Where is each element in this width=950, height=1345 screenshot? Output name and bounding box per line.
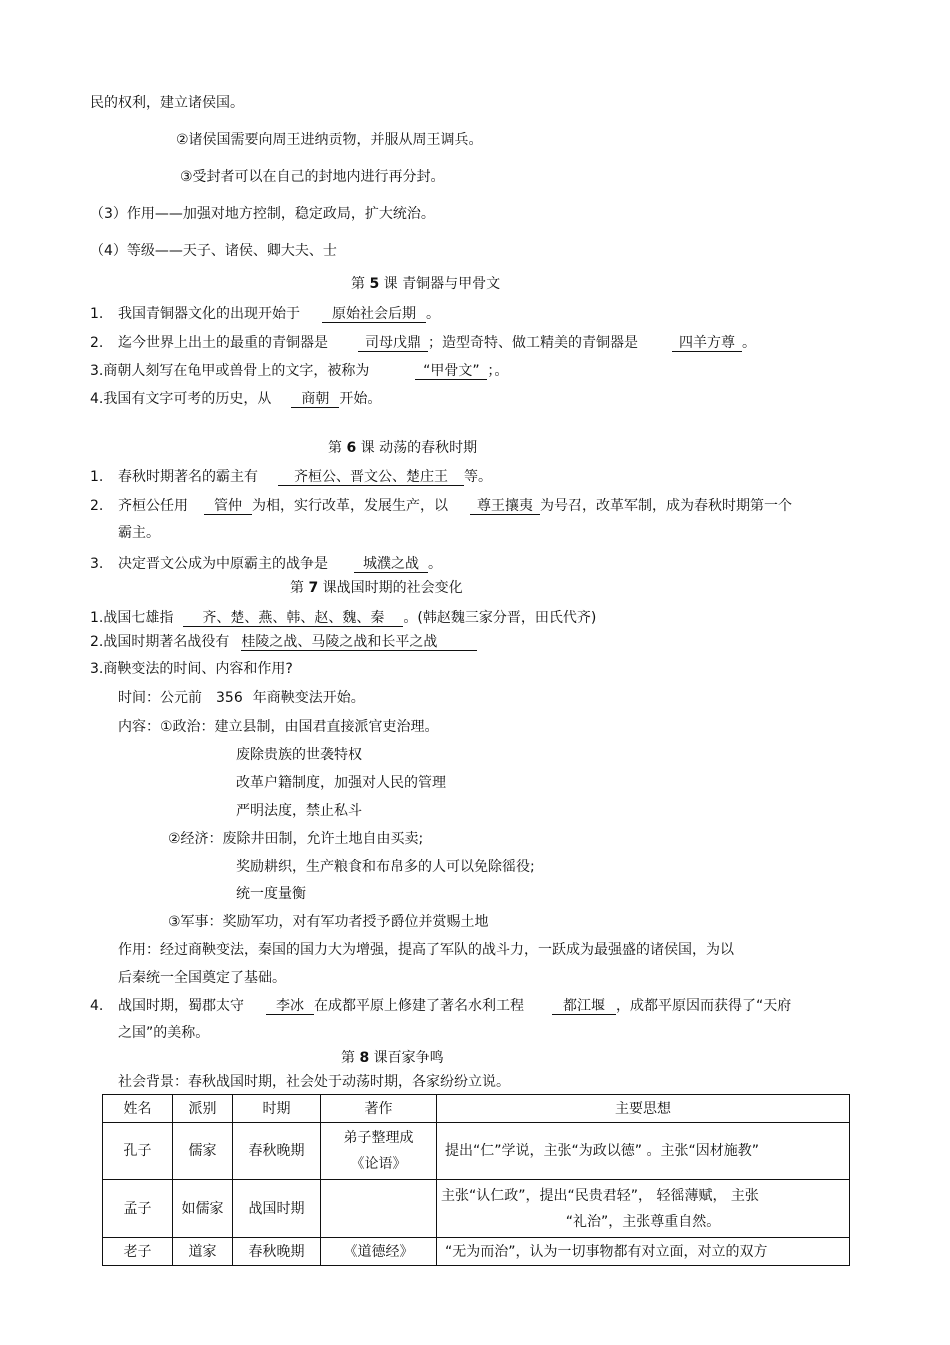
table-cell: 道家 [173, 1238, 233, 1266]
lesson8-title: 第 8 课百家争鸣 [341, 1050, 444, 1066]
answer-blank: 商朝 [291, 391, 339, 408]
intro-line-5: （4）等级——天子、诸侯、卿大夫、士 [90, 243, 337, 259]
table-header: 主要思想 [437, 1095, 850, 1123]
lesson7-q4: 4. 战国时期，蜀郡太守 李冰 在成都平原上修建了著名水利工程 都江堰 ，成都平原因而获得了“天府 [90, 998, 792, 1014]
table-cell: 如儒家 [173, 1180, 233, 1238]
answer-blank: 都江堰 [552, 998, 616, 1015]
lesson5-q2: 2. 迄今世界上出土的最重的青铜器是 司母戊鼎 ；造型奇特、做工精美的青铜器是 四羊方尊 。 [90, 335, 756, 351]
table-cell-text: 主张“认仁政”，提出“民贵君轻”， 轻徭薄赋， 主张 [441, 1187, 759, 1204]
table-cell [321, 1123, 437, 1180]
table-cell: 春秋晚期 [233, 1238, 321, 1266]
reform-content-politics-3: 改革户籍制度，加强对人民的管理 [236, 775, 446, 791]
answer-blank: 桂陵之战、马陵之战和长平之战 [241, 634, 477, 651]
reform-content-politics-4: 严明法度，禁止私斗 [236, 803, 362, 819]
intro-line-3: ③受封者可以在自己的封地内进行再分封。 [180, 169, 445, 185]
lesson8-background: 社会背景：春秋战国时期，社会处于动荡时期，各家纷纷立说。 [118, 1074, 510, 1090]
lesson6-q2: 2. 齐桓公任用 管仲 为相，实行改革，发展生产，以 尊王攘夷 为号召，改革军制，成为春秋时期第一个 [90, 498, 792, 514]
table-header: 著作 [321, 1095, 437, 1123]
reform-time: 时间：公元前 356 年商鞅变法开始。 [118, 690, 365, 706]
table-cell: 战国时期 [233, 1180, 321, 1238]
table-header: 时期 [233, 1095, 321, 1123]
answer-blank: 四羊方尊 [672, 335, 742, 352]
table-cell [321, 1180, 437, 1238]
schools-table [102, 1094, 850, 1266]
table-cell: 老子 [103, 1238, 173, 1266]
lesson7-title: 第 7 课战国时期的社会变化 [290, 580, 463, 596]
lesson6-q3: 3. 决定晋文公成为中原霸主的战争是 城濮之战 。 [90, 556, 442, 572]
reform-effect-1: 作用：经过商鞅变法，秦国的国力大为增强，提高了军队的战斗力，一跃成为最强盛的诸侯国，为以 [118, 942, 734, 958]
table-row [103, 1238, 850, 1266]
lesson5-q3: 3.商朝人刻写在龟甲或兽骨上的文字，被称为 “甲骨文” ；。 [90, 363, 509, 379]
lesson7-q2: 2.战国时期著名战役有 桂陵之战、马陵之战和长平之战 [90, 633, 477, 651]
table-cell [437, 1180, 850, 1238]
table-row [103, 1180, 850, 1238]
reform-content-military: ③军事：奖励军功，对有军功者授予爵位并赏赐土地 [168, 914, 489, 930]
table-cell: 提出“仁”学说，主张“为政以德” 。主张“因材施教” [437, 1123, 850, 1180]
table-cell: “无为而治”，认为一切事物都有对立面，对立的双方 [437, 1238, 850, 1266]
table-cell-text: 弟子整理成 [343, 1130, 414, 1146]
lesson5-q1: 1. 我国青铜器文化的出现开始于 原始社会后期 。 [90, 306, 440, 322]
table-header-row [103, 1095, 850, 1123]
answer-blank: 尊王攘夷 [470, 498, 540, 515]
answer-blank: 城濮之战 [354, 556, 428, 573]
lesson5-q4: 4.我国有文字可考的历史，从 商朝 开始。 [90, 391, 382, 407]
answer-blank: 司母戊鼎 [358, 335, 428, 352]
table-row [103, 1123, 850, 1180]
table-cell: 儒家 [173, 1123, 233, 1180]
lesson6-q2-cont: 霸主。 [118, 525, 160, 541]
answer-blank: 李冰 [266, 998, 314, 1015]
table-cell: 孟子 [103, 1180, 173, 1238]
reform-content-economy-2: 奖励耕织，生产粮食和布帛多的人可以免除徭役; [236, 859, 535, 875]
table-cell-text: “礼治”，主张尊重自然。 [565, 1213, 721, 1230]
reform-effect-2: 后秦统一全国奠定了基础。 [118, 970, 286, 986]
reform-content-politics-2: 废除贵族的世袭特权 [236, 747, 362, 763]
table-header: 姓名 [103, 1095, 173, 1123]
table-cell-text: 《论语》 [350, 1156, 407, 1172]
answer-blank: 齐、楚、燕、韩、赵、魏、秦 [183, 610, 403, 627]
table-cell: 春秋晚期 [233, 1123, 321, 1180]
intro-line-4: （3）作用——加强对地方控制，稳定政局，扩大统治。 [90, 206, 435, 222]
reform-content-economy-1: ②经济：废除井田制，允许土地自由买卖; [168, 831, 424, 847]
answer-blank: 原始社会后期 [322, 306, 426, 323]
table-cell: 孔子 [103, 1123, 173, 1180]
table-cell: 《道德经》 [321, 1238, 437, 1266]
lesson6-title: 第 6 课 动荡的春秋时期 [328, 440, 478, 456]
answer-blank: “甲骨文” [415, 363, 487, 380]
lesson6-q1: 1. 春秋时期著名的霸主有 齐桓公、晋文公、楚庄王 等。 [90, 469, 492, 485]
intro-line-1: 民的权利，建立诸侯国。 [90, 95, 244, 111]
reform-content-economy-3: 统一度量衡 [236, 886, 306, 902]
lesson5-title: 第 5 课 青铜器与甲骨文 [351, 276, 501, 292]
reform-content-politics-1: 内容：①政治：建立县制，由国君直接派官吏治理。 [118, 719, 439, 735]
lesson7-q4-cont: 之国”的美称。 [118, 1025, 210, 1041]
answer-blank: 齐桓公、晋文公、楚庄王 [278, 469, 464, 486]
lesson7-q1: 1.战国七雄指 齐、楚、燕、韩、赵、魏、秦 。(韩赵魏三家分晋，田氏代齐) [90, 610, 597, 626]
intro-line-2: ②诸侯国需要向周王进纳贡物，并服从周王调兵。 [176, 132, 483, 148]
table-header: 派别 [173, 1095, 233, 1123]
answer-blank: 管仲 [204, 498, 252, 515]
lesson7-q3: 3.商鞅变法的时间、内容和作用? [90, 661, 293, 677]
